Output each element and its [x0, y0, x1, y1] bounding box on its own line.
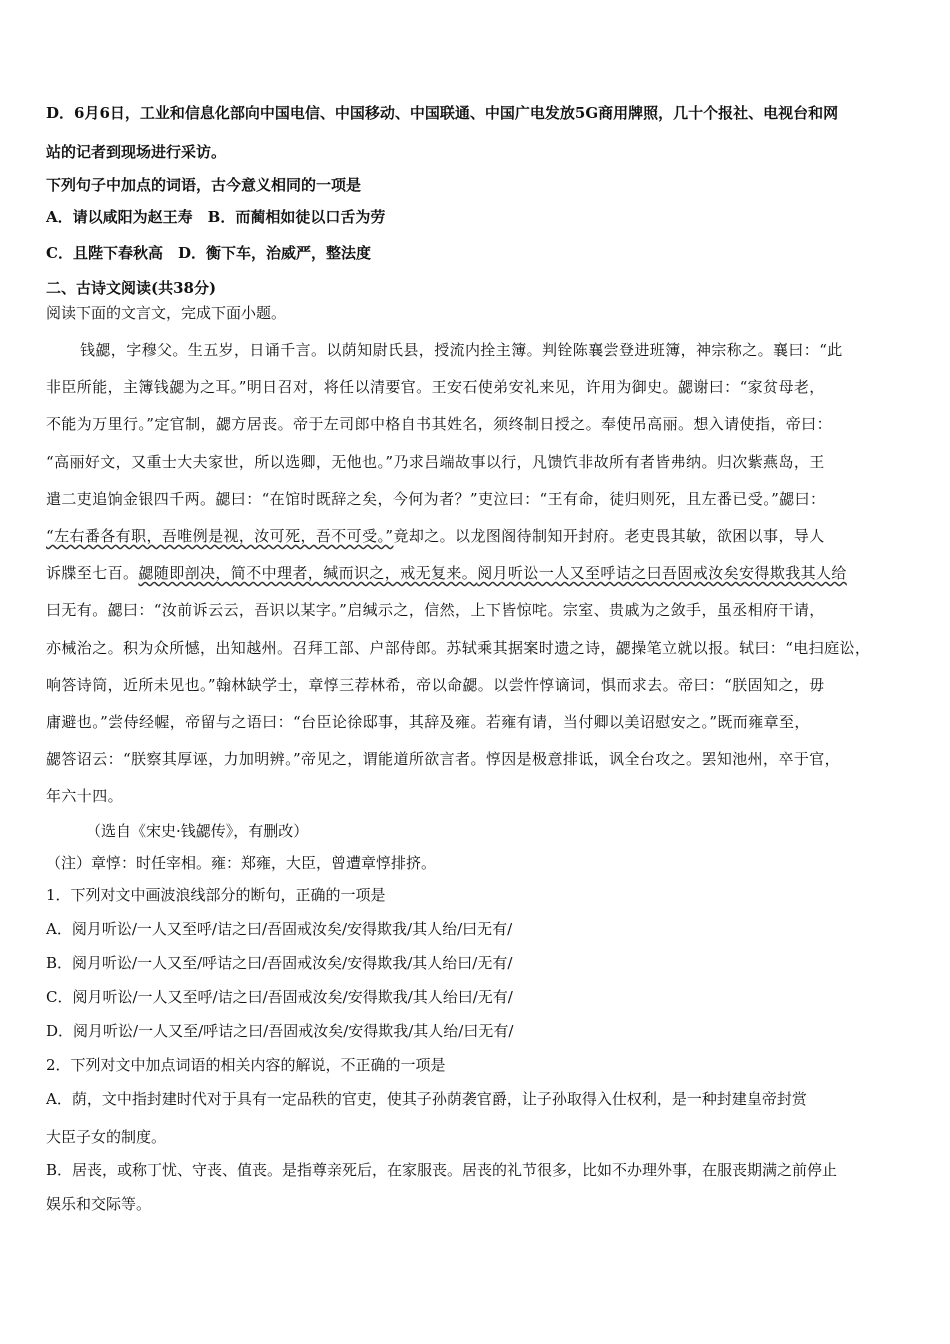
passage-text: 竟却之。以龙图阁待制知开封府。老吏畏其敏，欲困以事，导人: [393, 526, 825, 545]
passage-line: 不能为万里行。”定官制，勰方居丧。帝于左司郎中格自书其姓名，须终制日授之。奉使吊高丽。想入请使指，帝曰：: [46, 415, 832, 434]
option-d-line1: D．6月6日，工业和信息化部向中国电信、中国移动、中国联通、中国广电发放5G商用牌照，几十个报社、电视台和网: [46, 104, 839, 122]
section-intro: 阅读下面的文言文，完成下面小题。: [46, 304, 287, 322]
option-d-line2: 站的记者到现场进行采访。: [46, 143, 227, 161]
passage-line: 亦械治之。积为众所憾，出知越州。召拜工部、户部侍郎。苏轼乘其据案时遗之诗，勰操笔立就以报。轼曰：“电扫庭讼，: [46, 638, 871, 657]
section-title: 二、古诗文阅读(共38分): [46, 279, 217, 297]
passage-line: [46, 555, 912, 592]
question-stem: 下列句子中加点的词语，古今意义相同的一项是: [46, 176, 362, 194]
question-2-option-b-line1: B．居丧，或称丁忧、守丧、值丧。是指尊亲死后，在家服丧。居丧的礼节很多，比如不办理外事，在服丧期满之前停止: [46, 1161, 838, 1179]
classical-passage: [46, 332, 912, 815]
question-1-option-b: B．阅月听讼/一人又至/呼诘之曰/吾固戒汝矣/安得欺我/其人绐曰/无有/: [46, 954, 513, 972]
question-2-option-a-line2: 大臣子女的制度。: [46, 1128, 167, 1146]
passage-line: 响答诗筒，近所未见也。”翰林缺学士，章惇三荐林希，帝以命勰。以尝忤惇谪词，惧而求去。帝曰：“朕固知之，毋: [46, 675, 825, 694]
passage-line: 庸避也。”尝侍经幄，帝留与之语曰：“台臣论徐邸事，其辞及雍。若雍有请，当付卿以美诏慰安之。”既而雍章至，: [46, 712, 810, 731]
options-a-b: A．请以咸阳为赵王寿 B．而蔺相如徒以口舌为劳: [46, 208, 386, 226]
annotation-note: （注）章惇：时任宰相。雍：郑雍，大臣，曾遭章惇排挤。: [46, 854, 437, 872]
question-2-stem: 2．下列对文中加点词语的相关内容的解说，不正确的一项是: [46, 1056, 446, 1074]
passage-line: 遣二吏追饷金银四千两。勰曰：“在馆时既辞之矣，今何为者？”吏泣曰：“王有命，徒归则死，且左番已受。”勰曰：: [46, 489, 826, 508]
passage-line: 钱勰，字穆父。生五岁，日诵千言。以荫知尉氏县，授流内拴主簿。判铨陈襄尝登进班簿，神宗称之。襄曰：“此: [80, 341, 843, 359]
question-1-option-a: A．阅月听讼/一人又至呼/诘之曰/吾固戒汝矣/安得欺我/其人绐/曰无有/: [46, 920, 513, 938]
wavy-underlined-sentence: 阅月听讼一人又至呼诘之曰吾固戒汝矣安得欺我其人给: [477, 564, 847, 583]
question-1-option-d: D．阅月听讼/一人又至/呼诘之曰/吾固戒汝矣/安得欺我/其人绐/曰无有/: [46, 1022, 514, 1040]
passage-line: 勰答诏云：“朕察其厚诬，力加明辨。”帝见之，谓能道所欲言者。惇因是极意排诋，讽全台攻之。罢知池州，卒于官，: [46, 750, 841, 769]
passage-line: 曰无有。勰曰：“汝前诉云云，吾识以某字。”启缄示之，信然，上下皆惊咤。宗室、贵戚为之敛手，虽丞相府干请，: [46, 601, 825, 620]
passage-line: 非臣所能，主簿钱勰为之耳。”明日召对，将任以清要官。王安石使弟安礼来见，许用为御史。勰谢曰：“家贫母老，: [46, 378, 825, 397]
underlined-sentence: “左右番各有职，吾唯例是视，汝可死，吾不可受。”: [46, 526, 394, 545]
passage-text: 诉牒至七百。: [46, 564, 139, 583]
question-1-option-c: C．阅月听讼/一人又至呼/诘之曰/吾固戒汝矣/安得欺我/其人绐曰/无有/: [46, 988, 513, 1006]
passage-line: “高丽好文，又重士大夫家世，所以选卿，无他也。”乃求吕端故事以行，凡馈饩非故所有者皆弗纳。归次紫燕岛，王: [46, 452, 825, 471]
question-1-stem: 1．下列对文中画波浪线部分的断句，正确的一项是: [46, 886, 386, 904]
passage-source: （选自《宋史·钱勰传》，有删改）: [86, 822, 309, 840]
question-2-option-b-line2: 娱乐和交际等。: [46, 1195, 152, 1213]
options-c-d: C．且陛下春秋高 D．衡下车，治威严，整法度: [46, 244, 371, 262]
passage-line: [46, 518, 912, 555]
passage-line: 年六十四。: [46, 787, 124, 806]
question-2-option-a-line1: A．荫，文中指封建时代对于具有一定品秩的官吏，使其子孙荫袭官爵，让子孙取得入仕权利，是一种封建皇帝封赏: [46, 1090, 807, 1108]
underlined-sentence: 勰随即剖决，简不中理者，缄而识之，戒无复来。: [138, 564, 478, 583]
